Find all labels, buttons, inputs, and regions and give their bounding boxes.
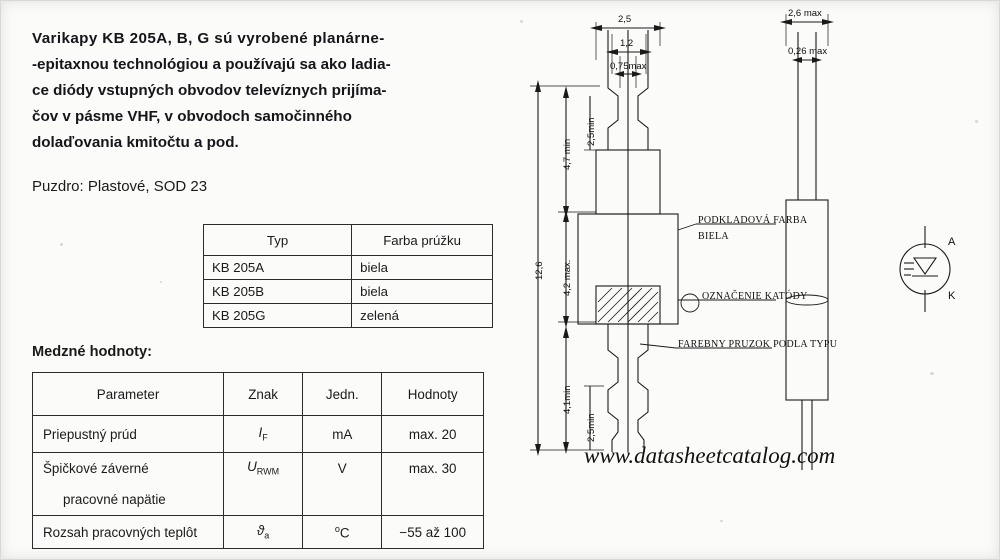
symbol-subscript: F <box>262 432 268 443</box>
note-pruzok: FAREBNY PRUZOK PODLA TYPU <box>678 339 838 350</box>
note-podkladova-line1: PODKLADOVÁ FARBA <box>698 215 808 226</box>
symbol-anode-label: A <box>948 236 956 248</box>
table-row <box>33 453 484 484</box>
symbol-cathode-label: K <box>948 290 956 302</box>
limits-cell-value: max. 30 <box>382 453 484 484</box>
table-row <box>204 280 493 304</box>
colour-cell-colour: biela <box>352 256 493 280</box>
package-drawing <box>500 0 1000 560</box>
limits-cell-value: −55 až 100 <box>382 516 484 549</box>
limits-table <box>32 372 484 549</box>
symbol-letter: U <box>247 459 257 475</box>
table-row <box>33 416 484 453</box>
note-podkladova-line2: BIELA <box>698 231 729 242</box>
limits-header-parameter: Parameter <box>33 373 224 416</box>
intro-line-4: čov v pásme VHF, v obvodoch samočinného <box>32 108 352 125</box>
dim-4-7min-label: 4,7 min <box>562 138 573 170</box>
symbol-letter: ϑ <box>256 523 265 539</box>
dim-0-26max-label: 0,26 max <box>788 46 828 57</box>
limits-cell-empty <box>382 483 484 516</box>
package-line: Puzdro: Plastové, SOD 23 <box>32 178 208 195</box>
witness-lines <box>530 14 828 450</box>
table-row <box>33 516 484 549</box>
limits-cell-empty <box>303 483 382 516</box>
colour-cell-type: KB 205G <box>204 304 352 328</box>
limits-header-symbol: Znak <box>224 373 303 416</box>
dim-2-6max-label: 2,6 max <box>788 8 822 19</box>
dim-4-2max-label: 4,2 max. <box>562 259 573 296</box>
note-katoda: OZNAČENIE KATÓDY <box>702 291 808 302</box>
intro-line-2: -epitaxnou technológiou a používajú sa ako ladia- <box>32 56 391 73</box>
dim-0-75max-label: 0,75max <box>610 61 647 72</box>
diode-symbol <box>900 226 950 312</box>
limits-cell-unit: mA <box>303 416 382 453</box>
dim-2-5-label: 2,5 <box>618 14 632 25</box>
colour-cell-type: KB 205A <box>204 256 352 280</box>
scan-speck <box>975 120 978 123</box>
lower-lead-outline <box>608 324 618 452</box>
colour-cell-type: KB 205B <box>204 280 352 304</box>
limits-cell-symbol <box>224 516 303 549</box>
unit-letter: C <box>339 525 350 541</box>
intro-line-5: dolaďovania kmitočtu a pod. <box>32 134 239 151</box>
scan-speck <box>160 281 162 283</box>
limits-cell-parameter: Priepustný prúd <box>33 416 224 453</box>
scan-speck <box>720 520 723 522</box>
symbol-letter: I <box>258 425 263 441</box>
limits-cell-symbol <box>224 416 303 453</box>
unit-superscript: o <box>334 523 340 534</box>
scan-speck <box>930 372 934 375</box>
drawing-svg <box>500 0 1000 560</box>
table-header-row <box>33 373 484 416</box>
intro-line-1: Varikapy KB 205A, B, G sú vyrobené planárne- <box>32 30 385 47</box>
dim-1-2-label: 1,2 <box>620 38 634 49</box>
limits-cell-parameter: Špičkové záverné <box>33 453 224 484</box>
colour-header-farba: Farba prúžku <box>352 225 493 256</box>
symbol-subscript: RWM <box>256 466 280 477</box>
limits-cell-symbol <box>224 453 303 484</box>
colour-cell-colour: biela <box>352 280 493 304</box>
limits-cell-parameter-line2: pracovné napätie <box>33 483 224 516</box>
table-header-row <box>204 225 493 256</box>
colour-table <box>203 224 493 328</box>
symbol-subscript: a <box>264 530 270 541</box>
scan-speck <box>60 243 63 246</box>
table-row <box>204 304 493 328</box>
limits-cell-unit <box>303 516 382 549</box>
limits-header-values: Hodnoty <box>382 373 484 416</box>
upper-lead-outline-right <box>638 30 648 150</box>
table-row <box>204 256 493 280</box>
limits-cell-parameter: Rozsah pracovných teplôt <box>33 516 224 549</box>
dim-4-1min-label: 4,1min <box>562 385 573 414</box>
colour-cell-colour: zelená <box>352 304 493 328</box>
limits-heading: Medzné hodnoty: <box>32 344 152 360</box>
limits-cell-empty <box>224 483 303 516</box>
table-row-continuation <box>33 483 484 516</box>
lower-lead-outline-right <box>638 324 648 452</box>
colour-header-typ: Typ <box>204 225 352 256</box>
intro-paragraph <box>32 26 487 156</box>
cathode-dot <box>681 294 699 312</box>
dim-2-5min-top-label: 2,5min <box>586 117 597 146</box>
limits-header-unit: Jedn. <box>303 373 382 416</box>
limits-cell-unit: V <box>303 453 382 484</box>
scan-speck <box>520 20 523 23</box>
intro-line-3: ce diódy vstupných obvodov televíznych prijíma- <box>32 82 387 99</box>
watermark: www.datasheetcatalog.com <box>584 443 836 468</box>
upper-lead-outline <box>608 30 618 150</box>
dim-12-6-label: 12,6 <box>534 261 545 280</box>
dim-2-5min-bottom-label: 2,5min <box>586 413 597 442</box>
limits-cell-value: max. 20 <box>382 416 484 453</box>
